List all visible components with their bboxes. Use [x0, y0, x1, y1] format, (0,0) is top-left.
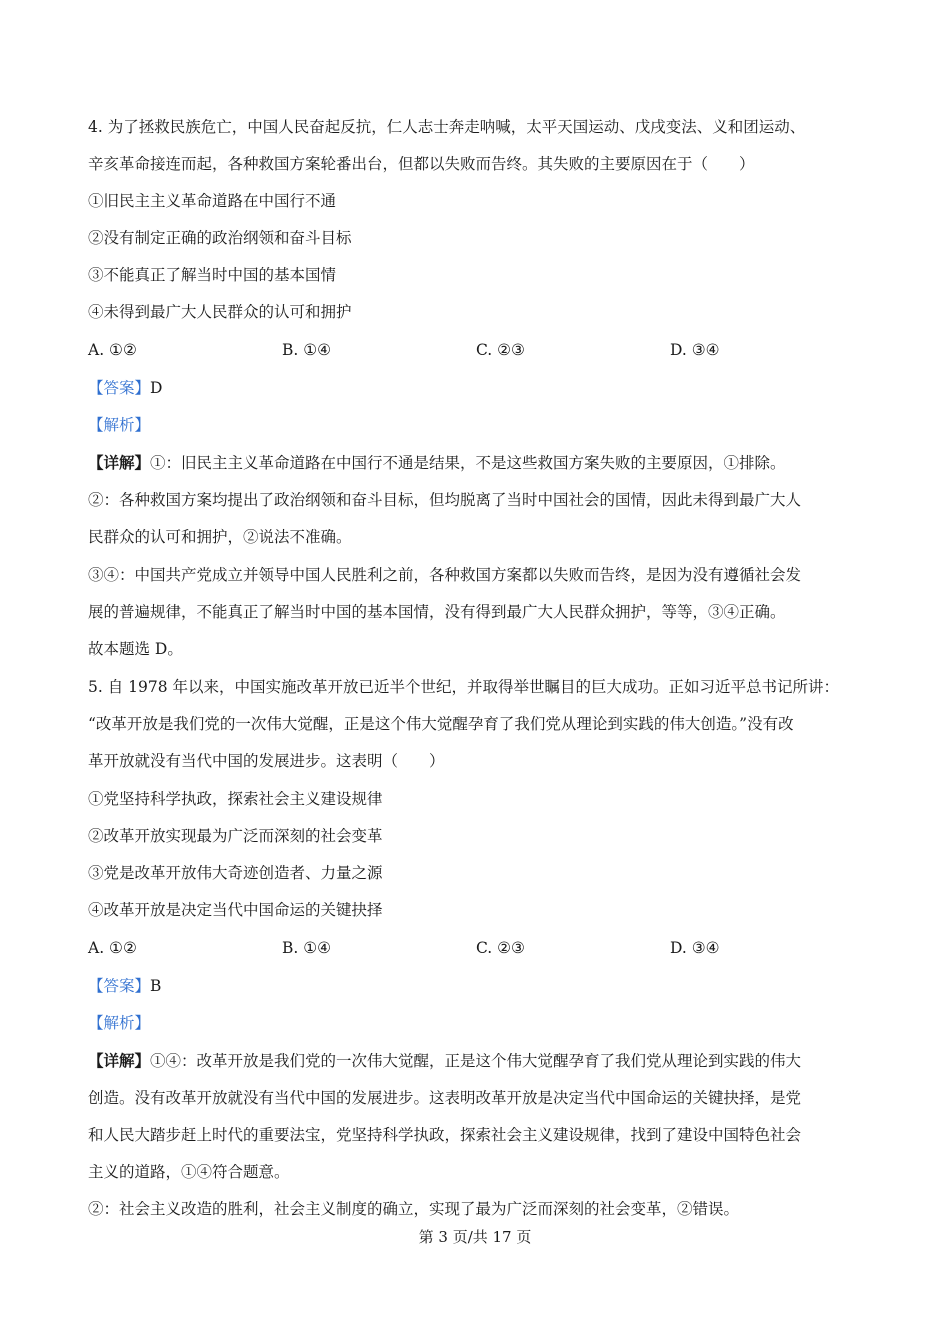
q4-detail-line-2: ②：各种救国方案均提出了政治纲领和奋斗目标，但均脱离了当时中国社会的国情，因此未得到最广大人: [88, 491, 802, 509]
q5-stem-line-1: 5. 自 1978 年以来，中国实施改革开放已近半个世纪，并取得举世瞩目的巨大成功。正如习近平总书记所讲：: [88, 678, 840, 696]
analysis-tag: 【解析】: [88, 416, 151, 434]
q5-detail-line-2: 创造。没有改革开放就没有当代中国的发展进步。这表明改革开放是决定当代中国命运的关键抉择，是党: [88, 1089, 802, 1107]
q4-statement-4: ④未得到最广大人民群众的认可和拥护: [88, 303, 352, 321]
q5-answer-value: B: [150, 977, 162, 995]
q5-detail-line-4: 主义的道路，①④符合题意。: [88, 1163, 290, 1181]
q4-statement-2: ②没有制定正确的政治纲领和奋斗目标: [88, 229, 352, 247]
q5-option-b[interactable]: B. ①④: [282, 939, 332, 957]
answer-tag: 【答案】: [88, 977, 151, 995]
q5-detail-line-3: 和人民大踏步赶上时代的重要法宝，党坚持科学执政，探索社会主义建设规律，找到了建设中国特色社会: [88, 1126, 802, 1144]
q5-stem-line-3: 革开放就没有当代中国的发展进步。这表明（ ）: [88, 752, 445, 770]
q5-option-a[interactable]: A. ①②: [88, 939, 137, 957]
q5-option-d[interactable]: D. ③④: [670, 939, 720, 957]
q5-answer: [88, 975, 878, 997]
q4-detail-text-1: ①：旧民主主义革命道路在中国行不通是结果，不是这些救国方案失败的主要原因，①排除。: [150, 454, 786, 472]
q5-analysis-heading: [88, 1012, 878, 1034]
q4-option-d[interactable]: D. ③④: [670, 341, 720, 359]
q4-option-a[interactable]: A. ①②: [88, 341, 137, 359]
q5-statement-4: ④改革开放是决定当代中国命运的关键抉择: [88, 901, 383, 919]
q5-stem-line-2: “改革开放是我们党的一次伟大觉醒，正是这个伟大觉醒孕育了我们党从理论到实践的伟大创造。”没有改: [88, 715, 794, 733]
q5-statement-1: ①党坚持科学执政，探索社会主义建设规律: [88, 790, 383, 808]
q4-conclusion: 故本题选 D。: [88, 640, 183, 658]
q5-statement-2: ②改革开放实现最为广泛而深刻的社会变革: [88, 827, 383, 845]
q4-detail-line-5: 展的普遍规律，不能真正了解当时中国的基本国情，没有得到最广大人民群众拥护，等等，③④正确。: [88, 603, 786, 621]
answer-tag: 【答案】: [88, 379, 151, 397]
q4-answer-value: D: [150, 379, 163, 397]
q5-option-c[interactable]: C. ②③: [476, 939, 525, 957]
q4-statement-1: ①旧民主主义革命道路在中国行不通: [88, 192, 337, 210]
q4-detail-line-4: ③④：中国共产党成立并领导中国人民胜利之前，各种救国方案都以失败而告终，是因为没有遵循社会发: [88, 566, 802, 584]
detail-tag: 【详解】: [88, 453, 151, 472]
page-footer: 第 3 页/共 17 页: [418, 1228, 532, 1246]
analysis-tag: 【解析】: [88, 1014, 151, 1032]
detail-tag: 【详解】: [88, 1051, 151, 1070]
q4-detail-line-3: 民群众的认可和拥护，②说法不准确。: [88, 528, 352, 546]
q5-detail-text-1: ①④：改革开放是我们党的一次伟大觉醒，正是这个伟大觉醒孕育了我们党从理论到实践的伟大: [150, 1052, 802, 1070]
q4-analysis-heading: [88, 414, 878, 436]
q4-stem-line-2: 辛亥革命接连而起，各种救国方案轮番出台，但都以失败而告终。其失败的主要原因在于（ ）: [88, 155, 755, 173]
q4-option-b[interactable]: B. ①④: [282, 341, 332, 359]
q4-option-c[interactable]: C. ②③: [476, 341, 525, 359]
q4-answer: [88, 377, 878, 399]
q4-statement-3: ③不能真正了解当时中国的基本国情: [88, 266, 337, 284]
q4-stem-line-1: 4. 为了拯救民族危亡，中国人民奋起反抗，仁人志士奔走呐喊，太平天国运动、戊戌变法、义和团运动、: [88, 118, 806, 136]
q5-detail-line-1: [88, 1050, 878, 1072]
q4-detail-line-1: [88, 452, 878, 474]
q5-detail-line-5: ②：社会主义改造的胜利，社会主义制度的确立，实现了最为广泛而深刻的社会变革，②错误。: [88, 1200, 740, 1218]
q5-statement-3: ③党是改革开放伟大奇迹创造者、力量之源: [88, 864, 383, 882]
